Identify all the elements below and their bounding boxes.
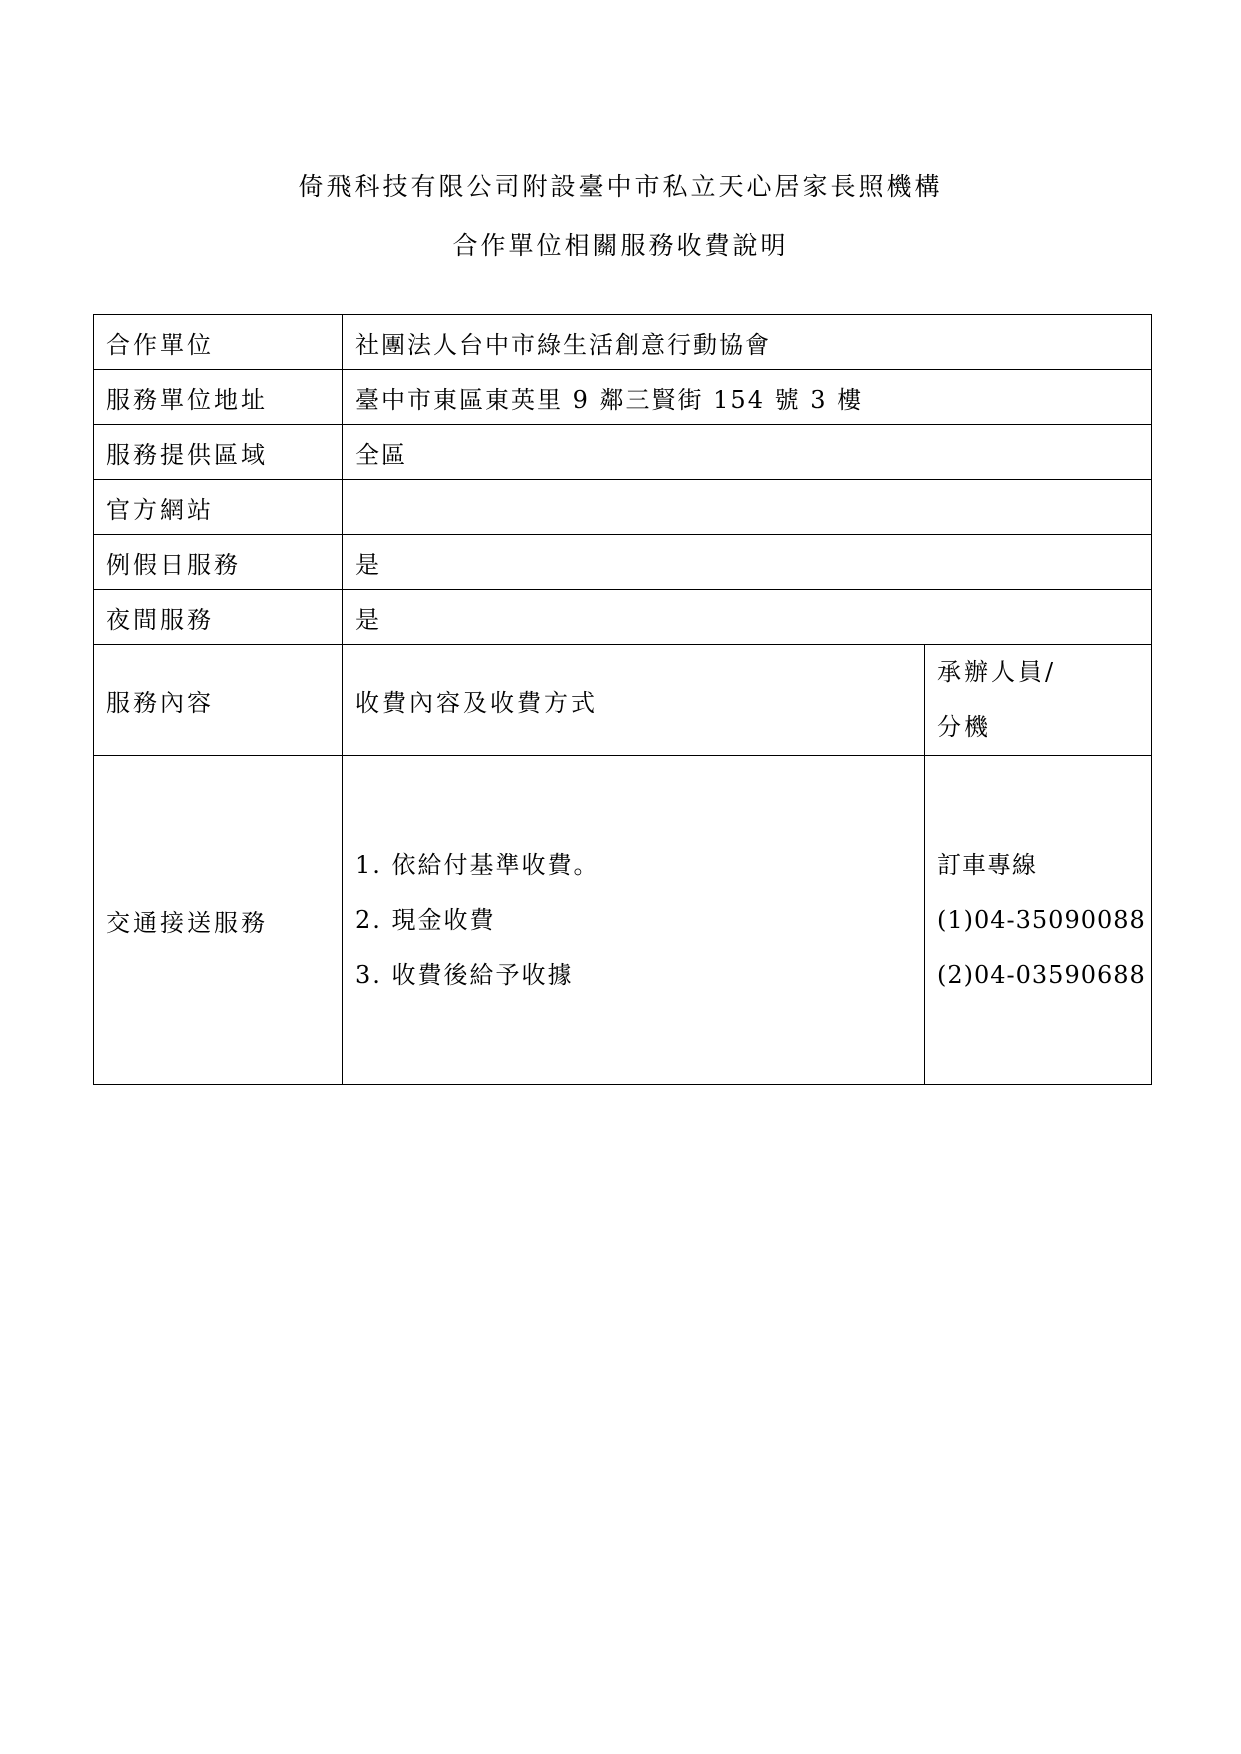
address-value: 臺中市東區東英里 9 鄰三賢街 154 號 3 樓 [343, 370, 1152, 425]
table-row-transport [94, 756, 1152, 1085]
booking-hotline-label: 訂車專線 [937, 850, 1037, 879]
holiday-service-label: 例假日服務 [94, 535, 343, 590]
partner-label: 合作單位 [94, 315, 343, 370]
fee-item: 1. 依給付基準收費。 [355, 850, 600, 879]
table-row-holiday [94, 535, 1152, 590]
table-row-area [94, 425, 1152, 480]
table-row-address [94, 370, 1152, 425]
fee-item: 3. 收費後給予收據 [355, 960, 574, 989]
transport-service-name: 交通接送服務 [94, 756, 343, 1085]
night-service-value: 是 [343, 590, 1152, 645]
service-content-header: 服務內容 [94, 645, 343, 756]
partner-value: 社團法人台中市綠生活創意行動協會 [343, 315, 1152, 370]
document-subtitle: 合作單位相關服務收費說明 [452, 231, 789, 260]
contact-header-line-1: 承辦人員/ [937, 658, 1057, 686]
address-label: 服務單位地址 [94, 370, 343, 425]
table-row-partner [94, 315, 1152, 370]
contact-list [925, 756, 1152, 1085]
phone-number: (2)04-03590688 [937, 960, 1146, 989]
phone-number: (1)04-35090088 [937, 905, 1146, 934]
night-service-label: 夜間服務 [94, 590, 343, 645]
table-row-night [94, 590, 1152, 645]
holiday-service-value: 是 [343, 535, 1152, 590]
fee-item: 2. 現金收費 [355, 905, 496, 934]
contact-header-line-2: 分機 [937, 713, 991, 741]
fee-method-header: 收費內容及收費方式 [343, 645, 925, 756]
website-label: 官方網站 [94, 480, 343, 535]
website-value [343, 480, 1152, 535]
service-info-table [93, 314, 1152, 1085]
fee-items-list [343, 756, 925, 1085]
area-value: 全區 [343, 425, 1152, 480]
table-header-row [94, 645, 1152, 756]
area-label: 服務提供區域 [94, 425, 343, 480]
contact-header [925, 645, 1152, 756]
table-row-website [94, 480, 1152, 535]
document-title: 倚飛科技有限公司附設臺中市私立天心居家長照機構 [298, 172, 943, 201]
